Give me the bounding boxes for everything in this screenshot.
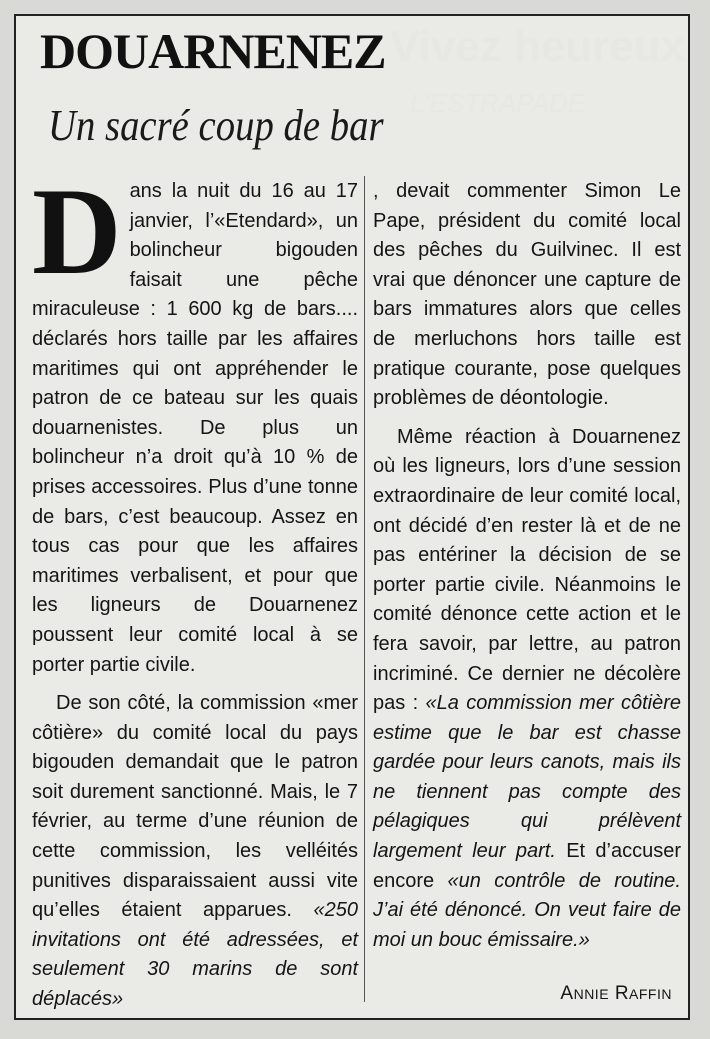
drop-cap: D bbox=[32, 163, 122, 300]
article-column-left bbox=[32, 163, 358, 1015]
quote: «250 invitations ont été adressées, et seulement 30 marins de sont déplacés» bbox=[32, 899, 358, 1011]
column-divider bbox=[364, 176, 365, 1002]
paragraph-3: Même réaction à Douarnenez où les ligneurs, lors d’une session extraordinaire de leur comité local, ont décidé d’en rester là et de ne pas entériner la décision de se porter partie civile. Néanmoins le comité dénonce cette action et le fera savoir, par lettre, au patron incriminé. Ce dernier ne décolère pas : «La commission mer côtière estime que le bar est chasse gardée pour leurs canots, mais ils ne tiennent pas compte des pélagiques qui prélèvent largement leur part. Et d’accuser encore «un contrôle de routine. J’ai été dénoncé. On veut faire de moi un bouc émissaire.» bbox=[373, 425, 681, 951]
quote: «un contrôle de routine. J’ai été dénoncé. On veut faire de moi un bouc émissaire.» bbox=[373, 869, 681, 951]
headline: DOUARNENEZ bbox=[40, 23, 386, 79]
byline: ANNIE RAFFIN bbox=[560, 983, 672, 1004]
quote: «La commission mer côtière estime que le bar est chasse gardée pour leurs canots, mais ils ne tiennent pas compte des pélagiques qui prélèvent largement leur part. bbox=[373, 692, 681, 863]
paragraph-2: De son côté, la commission «mer côtière» du comité local du pays bigouden demandait que le patron soit durement sanctionné. Mais, le 7 février, au terme d’une réunion de cette commission, les velléités punitives disparaissaient aussi vite qu’elles étaient apparues. «250 invitations ont été adressées, et seulement 30 marins de sont déplacés» bbox=[32, 692, 358, 1011]
paragraph-1: Dans la nuit du 16 au 17 janvier, l’«Etendard», un bolincheur bigouden faisait une pêche miraculeuse : 1 600 kg de bars.... déclarés hors taille par les affaires maritimes qui ont appréhender le patron de ce bateau sur les quais douarnenistes. De plus un bolincheur n’a droit qu’à 10 % de prises accessoires. Plus d’une tonne de bars, c’est beaucoup. Assez en tous cas pour que les affaires maritimes verbalisent, et pour que les ligneurs de Douarnenez poussent leur comité local à se porter partie civile. bbox=[32, 163, 358, 676]
paragraph-2-continued: , devait commenter Simon Le Pape, président du comité local des pêches du Guilvinec. Il est vrai que dénoncer une capture de bars immatures alors que celles de merluchons hors taille est pratique courante, pose quelques problèmes de déontologie. bbox=[373, 180, 681, 410]
subheadline: Un sacré coup de bar bbox=[48, 101, 384, 150]
article-box bbox=[14, 14, 690, 1020]
article-column-right bbox=[373, 177, 681, 955]
